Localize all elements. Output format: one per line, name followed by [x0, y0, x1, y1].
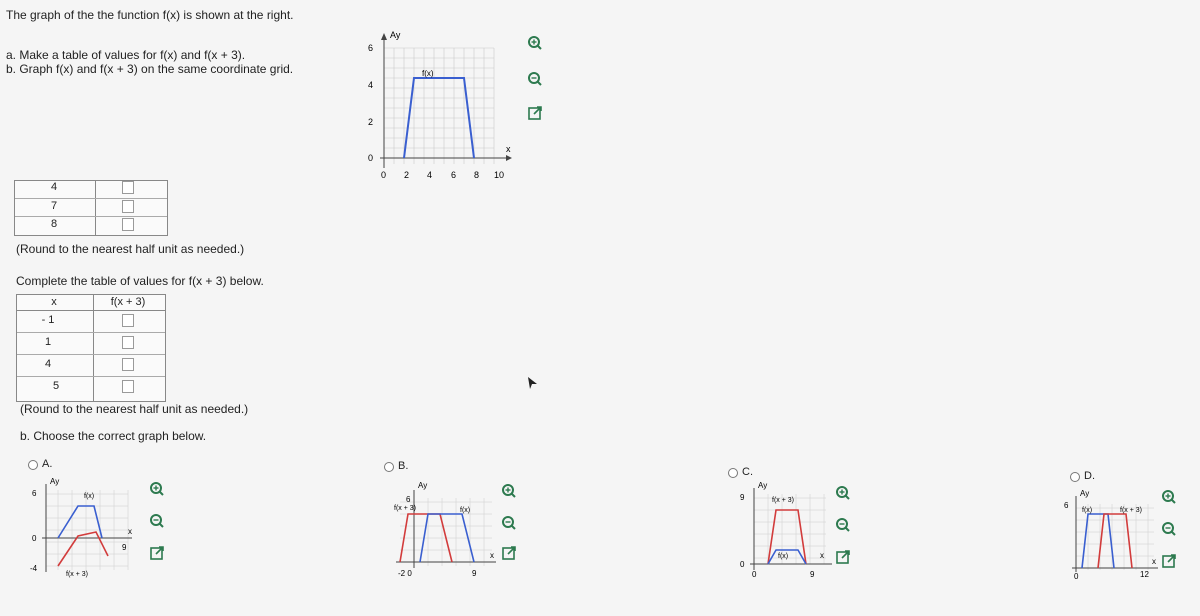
zoom-in-icon[interactable] — [500, 482, 518, 500]
main-graph-xtick: 2 — [404, 170, 410, 180]
problem-intro: The graph of the the function f(x) is shown at the right. — [6, 8, 294, 22]
main-graph-ytick: 0 — [368, 153, 374, 163]
rounding-note-2: (Round to the nearest half unit as needed.) — [20, 402, 249, 416]
svg-text:Ay: Ay — [758, 481, 768, 490]
popout-icon[interactable] — [1160, 552, 1178, 570]
zoom-out-icon[interactable] — [526, 70, 544, 88]
main-graph-xtick: 0 — [381, 170, 387, 180]
main-graph-ytick: 6 — [368, 43, 374, 53]
zoom-in-icon[interactable] — [148, 480, 166, 498]
svg-text:f(x + 3): f(x + 3) — [772, 497, 794, 504]
zoom-in-icon[interactable] — [834, 484, 852, 502]
popout-icon[interactable] — [148, 544, 166, 562]
main-graph-curve-label: f(x) — [422, 69, 434, 78]
main-graph-x-label: x — [506, 144, 511, 154]
answer-input[interactable] — [122, 181, 134, 194]
svg-text:0: 0 — [1074, 572, 1079, 580]
table2-instruction: Complete the table of values for f(x + 3) below. — [16, 274, 264, 288]
table-row: 5 — [52, 380, 60, 392]
option-b-label: B. — [398, 460, 409, 472]
option-c-label: C. — [742, 466, 753, 478]
svg-text:0: 0 — [752, 570, 757, 579]
table-header-f: f(x + 3) — [110, 296, 146, 308]
part-a-text: a. Make a table of values for f(x) and f(x + 3). — [6, 48, 246, 62]
zoom-in-icon[interactable] — [1160, 488, 1178, 506]
popout-icon[interactable] — [526, 104, 544, 122]
mouse-cursor-icon — [526, 376, 538, 395]
svg-text:f(x): f(x) — [778, 553, 789, 560]
option-c-graph[interactable] — [732, 480, 840, 580]
option-c-radio[interactable] — [728, 468, 738, 478]
table-row: 7 — [50, 200, 58, 212]
main-graph-y-label: Ay — [390, 30, 401, 40]
svg-text:x: x — [820, 551, 824, 560]
svg-text:x: x — [1152, 557, 1156, 566]
answer-input[interactable] — [122, 380, 134, 393]
svg-text:9: 9 — [472, 569, 477, 578]
answer-input[interactable] — [122, 218, 134, 231]
svg-text:f(x): f(x) — [84, 493, 95, 500]
svg-text:0: 0 — [32, 534, 37, 543]
svg-text:0: 0 — [740, 560, 745, 569]
svg-text:f(x): f(x) — [460, 507, 471, 514]
answer-input[interactable] — [122, 336, 134, 349]
option-a-label: A. — [42, 458, 53, 470]
option-a-radio[interactable] — [28, 460, 38, 470]
svg-text:9: 9 — [810, 570, 815, 579]
svg-text:12: 12 — [1140, 570, 1149, 579]
svg-text:Ay: Ay — [1080, 489, 1090, 498]
table-row: - 1 — [41, 314, 55, 326]
zoom-in-icon[interactable] — [526, 34, 544, 52]
option-d-label: D. — [1084, 470, 1095, 482]
svg-text:-4: -4 — [30, 564, 38, 573]
table-row: 1 — [44, 336, 52, 348]
rounding-note-1: (Round to the nearest half unit as needed.) — [16, 242, 245, 256]
svg-text:f(x + 3): f(x + 3) — [1120, 507, 1142, 514]
option-a-graph[interactable] — [28, 476, 138, 580]
main-graph — [360, 28, 520, 184]
zoom-out-icon[interactable] — [148, 512, 166, 530]
main-graph-xtick: 8 — [474, 170, 480, 180]
part-b-prompt: b. Choose the correct graph below. — [20, 429, 207, 443]
option-d-radio[interactable] — [1070, 472, 1080, 482]
option-b-graph[interactable] — [380, 476, 500, 580]
svg-text:f(x + 3): f(x + 3) — [394, 505, 416, 512]
svg-text:6: 6 — [406, 495, 411, 504]
table-header-x: x — [51, 296, 57, 308]
main-graph-ytick: 4 — [368, 80, 374, 90]
svg-text:x: x — [128, 527, 132, 536]
popout-icon[interactable] — [834, 548, 852, 566]
svg-text:x: x — [490, 551, 494, 560]
part-b-text: b. Graph f(x) and f(x + 3) on the same coordinate grid. — [6, 62, 294, 76]
svg-text:6: 6 — [32, 489, 37, 498]
answer-input[interactable] — [122, 200, 134, 213]
zoom-out-icon[interactable] — [500, 514, 518, 532]
main-graph-xtick: 6 — [451, 170, 457, 180]
option-d-graph[interactable] — [1058, 484, 1162, 580]
option-b-radio[interactable] — [384, 462, 394, 472]
svg-text:6: 6 — [1064, 501, 1069, 510]
answer-input[interactable] — [122, 314, 134, 327]
answer-input[interactable] — [122, 358, 134, 371]
svg-text:-2 0: -2 0 — [398, 569, 412, 578]
main-graph-xtick: 10 — [494, 170, 505, 180]
svg-text:Ay: Ay — [418, 481, 428, 490]
svg-text:9: 9 — [122, 543, 127, 552]
svg-text:Ay: Ay — [50, 477, 60, 486]
svg-text:f(x + 3): f(x + 3) — [66, 571, 88, 578]
main-graph-ytick: 2 — [368, 117, 374, 127]
table-row: 8 — [50, 218, 58, 230]
svg-text:f(x): f(x) — [1082, 507, 1093, 514]
main-graph-xtick: 4 — [427, 170, 433, 180]
table-row: 4 — [44, 358, 52, 370]
zoom-out-icon[interactable] — [1160, 520, 1178, 538]
table-row: 4 — [50, 181, 58, 193]
zoom-out-icon[interactable] — [834, 516, 852, 534]
svg-text:9: 9 — [740, 493, 745, 502]
popout-icon[interactable] — [500, 544, 518, 562]
